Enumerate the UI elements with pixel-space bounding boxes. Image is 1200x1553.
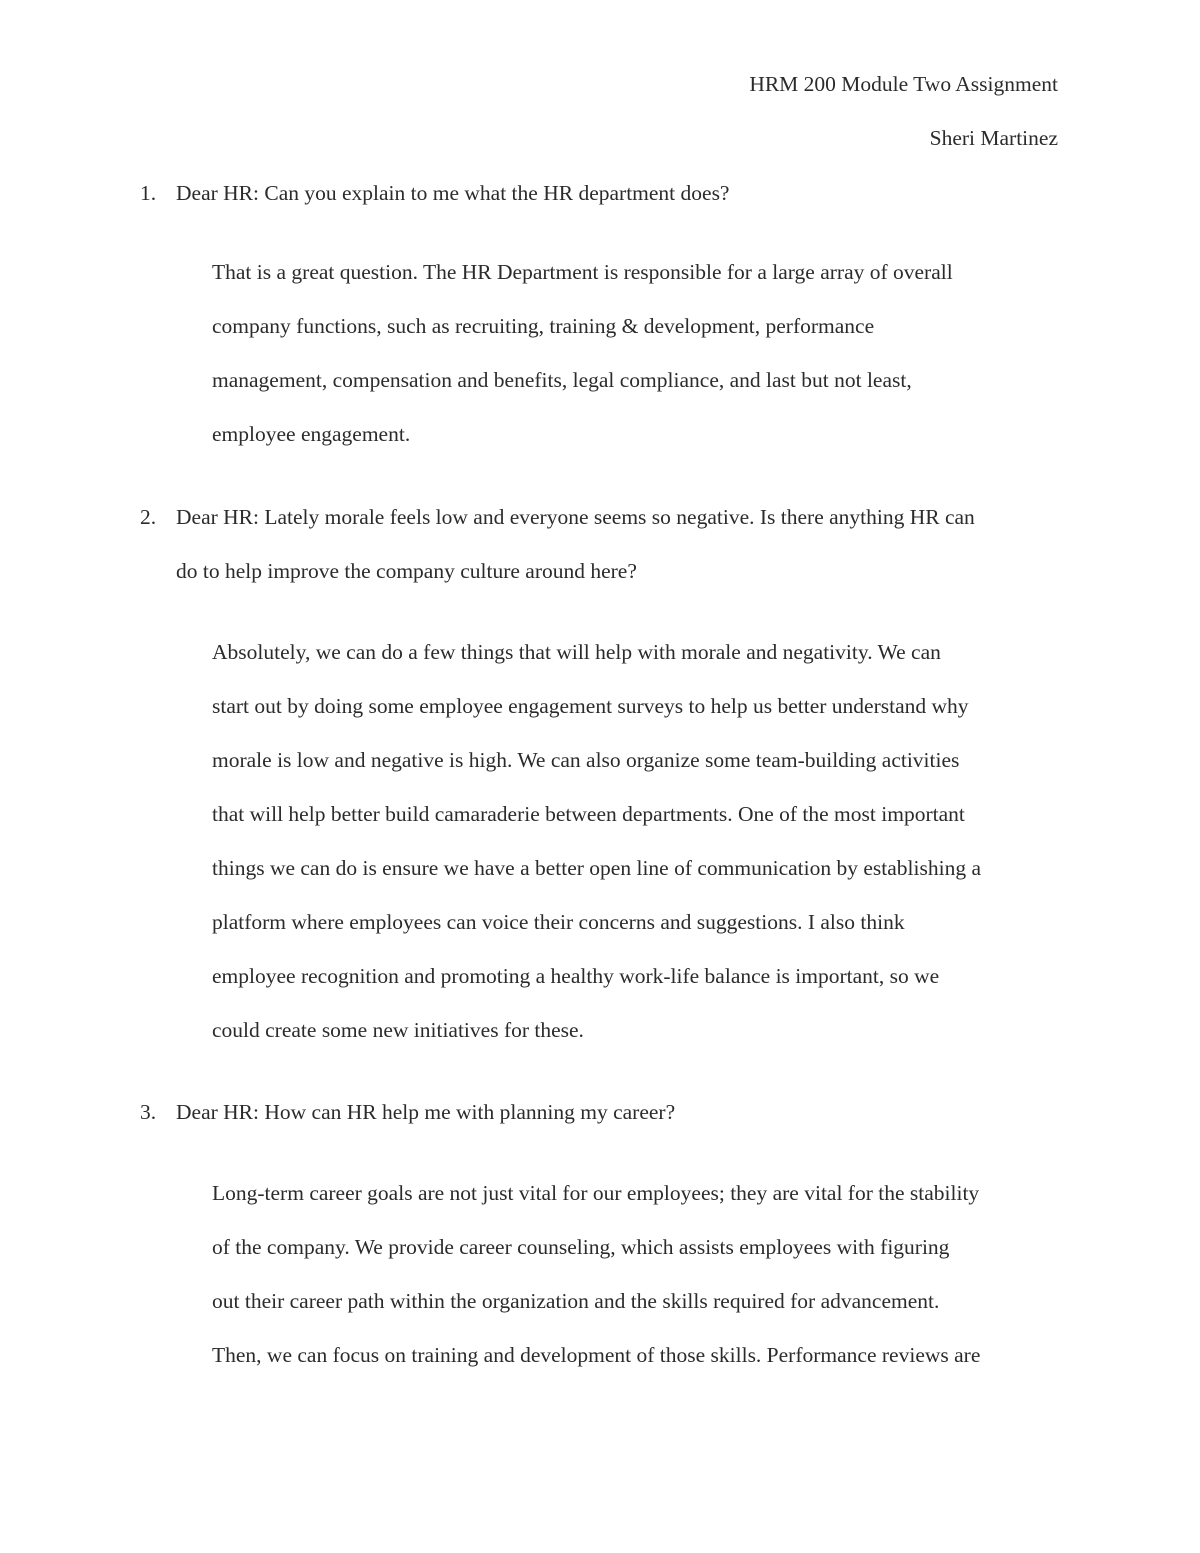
question-line: Dear HR: Can you explain to me what the HR department does? xyxy=(176,181,730,205)
question-1 xyxy=(140,166,1066,220)
answer-line: Then, we can focus on training and development of those skills. Performance reviews are xyxy=(212,1343,981,1367)
answer-3 xyxy=(212,1166,1067,1382)
answer-line: Long-term career goals are not just vital for our employees; they are vital for the stability xyxy=(212,1181,980,1205)
answer-line: Absolutely, we can do a few things that will help with morale and negativity. We can xyxy=(212,640,941,664)
answer-line: things we can do is ensure we have a better open line of communication by establishing a xyxy=(212,856,982,880)
answer-line: of the company. We provide career counseling, which assists employees with figuring xyxy=(212,1235,950,1259)
answer-line: management, compensation and benefits, legal compliance, and last but not least, xyxy=(212,368,912,392)
answer-line: out their career path within the organization and the skills required for advancement. xyxy=(212,1289,940,1313)
author-name: Sheri Martinez xyxy=(929,126,1058,150)
answer-line: could create some new initiatives for these. xyxy=(212,1018,584,1042)
question-line: Dear HR: How can HR help me with planning my career? xyxy=(176,1100,676,1124)
question-3 xyxy=(140,1085,1066,1139)
question-number: 2. xyxy=(140,505,157,529)
answer-line: That is a great question. The HR Department is responsible for a large array of overall xyxy=(212,260,953,284)
answer-line: employee engagement. xyxy=(212,422,411,446)
question-number: 1. xyxy=(140,181,157,205)
question-line: Dear HR: Lately morale feels low and everyone seems so negative. Is there anything HR can xyxy=(176,505,975,529)
question-number: 3. xyxy=(140,1100,157,1124)
answer-line: start out by doing some employee engagement surveys to help us better understand why xyxy=(212,694,969,718)
question-2 xyxy=(140,490,1066,598)
answer-2 xyxy=(212,625,1067,1057)
question-line: do to help improve the company culture around here? xyxy=(176,559,637,583)
answer-line: company functions, such as recruiting, training & development, performance xyxy=(212,314,875,338)
answer-line: that will help better build camaraderie between departments. One of the most important xyxy=(212,802,965,826)
answer-line: platform where employees can voice their concerns and suggestions. I also think xyxy=(212,910,905,934)
answer-line: employee recognition and promoting a healthy work-life balance is important, so we xyxy=(212,964,940,988)
answer-line: morale is low and negative is high. We can also organize some team-building activities xyxy=(212,748,960,772)
document-title: HRM 200 Module Two Assignment xyxy=(749,72,1058,96)
answer-1 xyxy=(212,245,1067,461)
